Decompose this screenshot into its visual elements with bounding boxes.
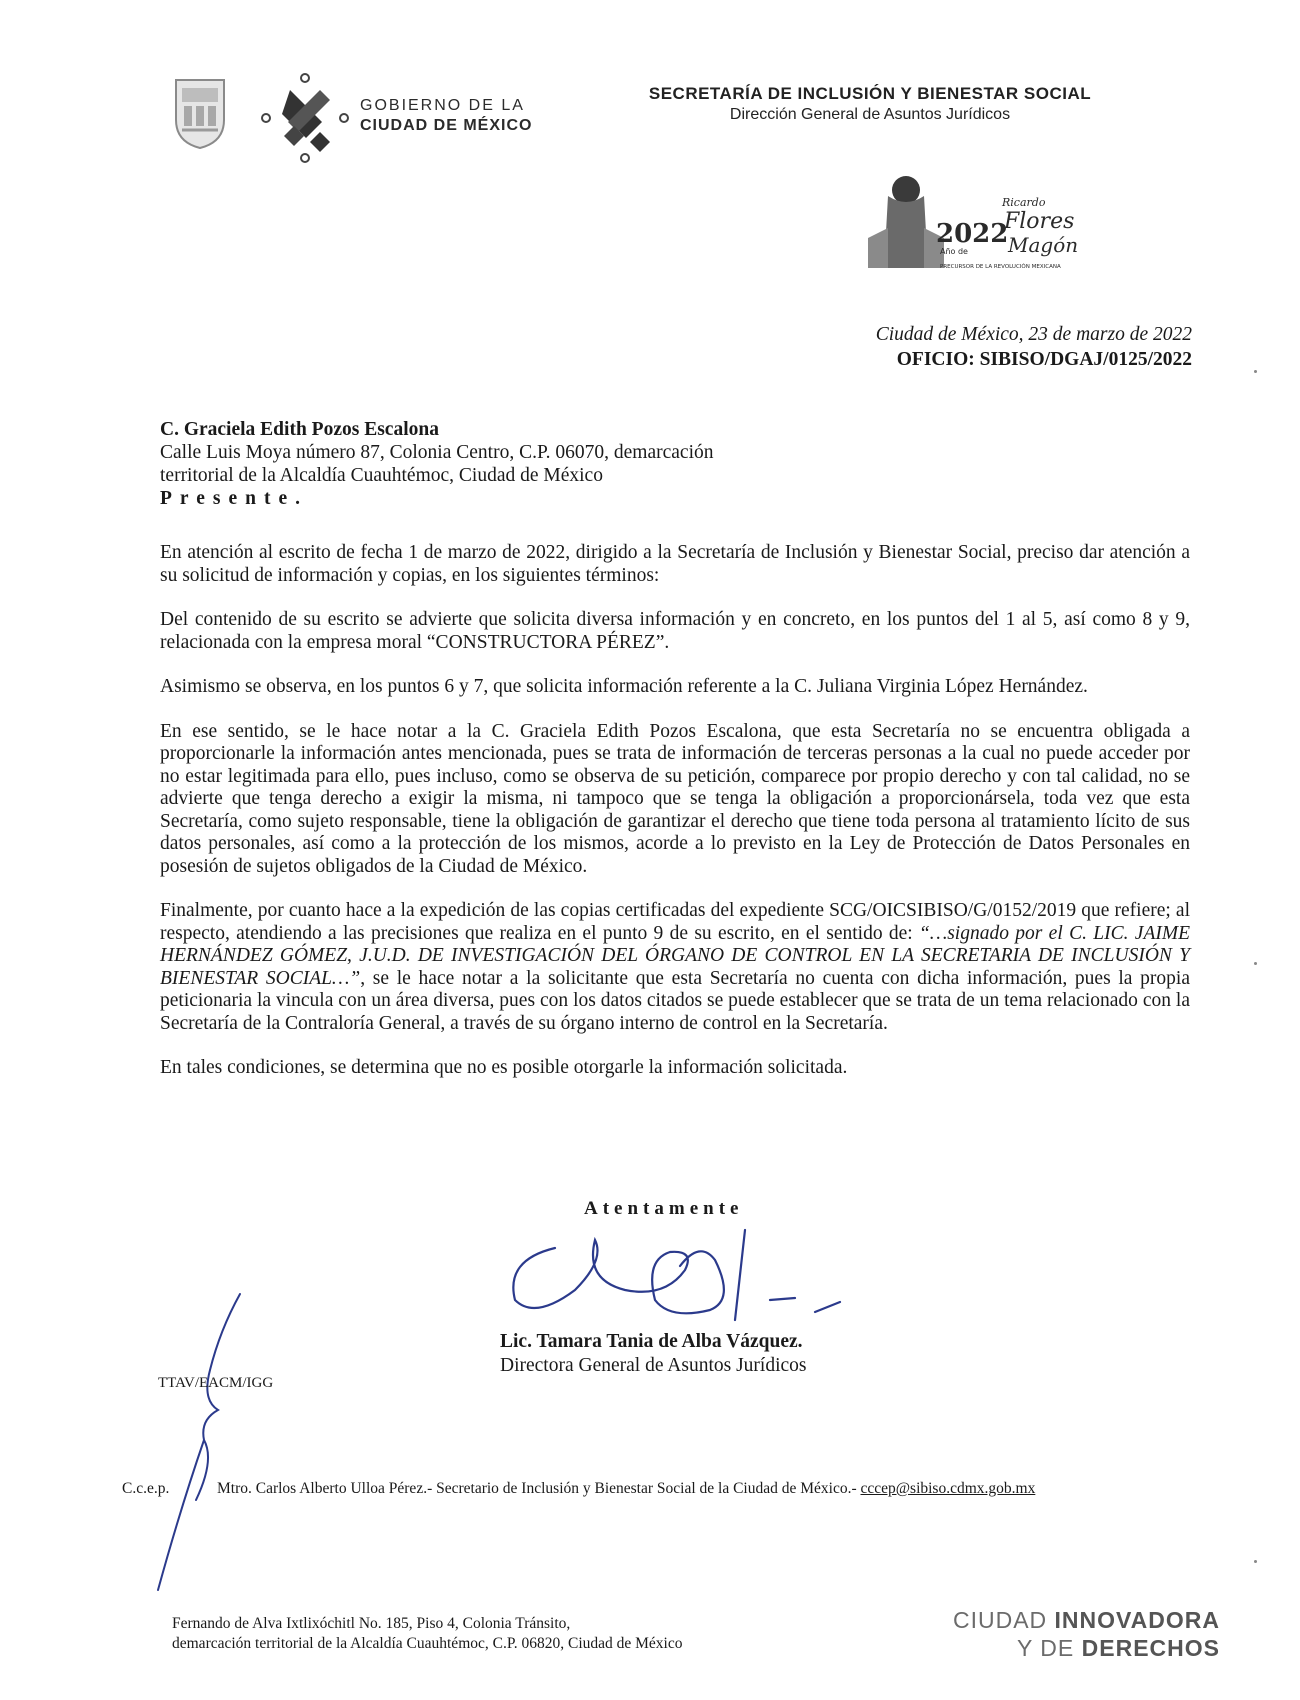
emblem-year: 2022	[936, 219, 1009, 249]
body-paragraph-5	[160, 900, 1190, 1035]
emblem-name-top: Ricardo	[1002, 196, 1046, 209]
slogan-word-1: CIUDAD	[952, 1607, 1048, 1633]
oficio-number: OFICIO: SIBISO/DGAJ/0125/2022	[896, 349, 1192, 370]
body-paragraph-5-end: , se le hace notar a la solicitante que esta Secretaría no cuenta con dicha información, pues la propia peticionaria la vincula con un área diversa, pues con los datos citados se puede establecer que se trata de un tema relacionado con la Secretaría de la Contraloría General, a través de su órgano interno de control en la Secretaría.	[160, 967, 1190, 1034]
signer-block	[500, 1330, 807, 1378]
signer-title: Directora General de Asuntos Jurídicos	[500, 1355, 807, 1376]
body-paragraph-4: En ese sentido, se le hace notar a la C. Graciela Edith Pozos Escalona, que esta Secretaría no se encuentra obligada a proporcionarle la información antes mencionada, pues se trata de información de terceras personas a la cual no puede acceder por no estar legitimada para ello, pues incluso, como se observa de su petición, comparece por propio derecho y con tal calidad, no se advierte que tenga derecho a exigir la misma, ni tampoco que se tenga la obligación a proporcionársela, toda vez que esta Secretaría, como sujeto responsable, tiene la obligación de garantizar el derecho que tiene toda persona al tratamiento lícito de sus datos personales, así como a la protección de los mismos, acorde a lo previsto en la Ley de Protección de Datos Personales en posesión de sujetos obligados de la Ciudad de México.	[160, 720, 1190, 877]
secretaria-header	[640, 84, 1100, 124]
emblem-name-mid: Flores	[1004, 209, 1075, 234]
ccp-label: C.c.e.p.	[122, 1480, 170, 1497]
scan-mark	[1254, 370, 1257, 373]
ccp-email-link[interactable]: cccep@sibiso.cdmx.gob.mx	[860, 1480, 1036, 1497]
letter-body	[160, 542, 1190, 1102]
initials-scribble-icon	[140, 1290, 260, 1600]
addressee-address-line-2: territorial de la Alcaldía Cuauhtémoc, Ciudad de México	[160, 465, 603, 486]
ccp-recipient-text: Mtro. Carlos Alberto Ulloa Pérez.- Secretario de Inclusión y Bienestar Social de la Ciudad de México.-	[217, 1480, 861, 1497]
signer-name: Lic. Tamara Tania de Alba Vázquez.	[500, 1331, 803, 1352]
ccp-recipient	[217, 1480, 1117, 1498]
addressee-block	[160, 418, 1060, 510]
government-logo-block	[172, 72, 592, 162]
reference-initials: TTAV/EACM/IGG	[158, 1375, 274, 1391]
addressee-name: C. Graciela Edith Pozos Escalona	[160, 419, 439, 440]
addressee-address-line-1: Calle Luis Moya número 87, Colonia Centro, C.P. 06070, demarcación	[160, 442, 714, 463]
body-paragraph-1: En atención al escrito de fecha 1 de marzo de 2022, dirigido a la Secretaría de Inclusión y Bienestar Social, preciso dar atención a su solicitud de información y copias, en los siguientes términos:	[160, 542, 1190, 586]
scan-mark	[1254, 962, 1257, 965]
emblem-ano-de: Año de	[940, 247, 968, 256]
date-line: Ciudad de México, 23 de marzo de 2022	[875, 324, 1192, 345]
slogan-line-2	[953, 1634, 1220, 1662]
government-label	[360, 96, 532, 136]
footer-address	[172, 1614, 683, 1654]
footer-address-line-1: Fernando de Alva Ixtlixóchitl No. 185, Piso 4, Colonia Tránsito,	[172, 1615, 571, 1632]
footer-address-line-2: demarcación territorial de la Alcaldía Cuauhtémoc, C.P. 06820, Ciudad de México	[172, 1635, 683, 1652]
body-paragraph-5-start: Finalmente, por cuanto hace a la expedición de las copias certificadas del expediente SCG/OICSIBISO/G/0152/2019 que refiere; al respecto, atendiendo a las precisiones que realiza en el punto 9 de su escrito, en el sentido de:	[160, 900, 1190, 944]
body-paragraph-3: Asimismo se observa, en los puntos 6 y 7, que solicita información referente a la C. Juliana Virginia López Hernández.	[160, 676, 1088, 697]
date-block	[876, 322, 1192, 372]
coat-of-arms-icon	[172, 76, 228, 150]
footer-slogan	[953, 1606, 1220, 1662]
direccion-name: Dirección General de Asuntos Jurídicos	[729, 106, 1011, 123]
scan-mark	[1254, 1560, 1257, 1563]
body-paragraph-2: Del contenido de su escrito se advierte que solicita diversa información y en concreto, en los puntos del 1 al 5, así como 8 y 9, relacionada con la empresa moral “CONSTRUCTORA PÉREZ”.	[160, 609, 1190, 653]
slogan-word-4: DERECHOS	[1081, 1635, 1220, 1661]
handwritten-signature-icon	[495, 1220, 915, 1330]
body-paragraph-5-quote: “…signado por el C. LIC. JAIME HERNÁNDEZ GÓMEZ, J.U.D. DE INVESTIGACIÓN DEL ÓRGANO DE CONTROL EN LA SECRETARIA DE INCLUSIÓN Y BIENESTAR SOCIAL…”	[160, 922, 1191, 989]
cdmx-logo-icon	[260, 72, 350, 164]
slogan-line-1	[953, 1606, 1220, 1634]
addressee-presente: Presente.	[160, 488, 308, 509]
slogan-word-2: INNOVADORA	[1054, 1607, 1220, 1633]
emblem-name-bottom: Magón	[1008, 233, 1079, 257]
slogan-word-3: Y DE	[1016, 1635, 1075, 1661]
government-line-2: CIUDAD DE MÉXICO	[360, 117, 533, 134]
government-line-1: GOBIERNO DE LA	[360, 97, 525, 114]
emblem-caption: PRECURSOR DE LA REVOLUCIÓN MEXICANA	[940, 264, 1061, 270]
secretaria-name: SECRETARÍA DE INCLUSIÓN Y BIENESTAR SOCIAL	[648, 84, 1092, 103]
closing-atentamente: Atentamente	[584, 1198, 744, 1219]
body-paragraph-6: En tales condiciones, se determina que no es posible otorgarle la información solicitada.	[160, 1057, 848, 1078]
year-emblem-icon	[858, 168, 1094, 286]
